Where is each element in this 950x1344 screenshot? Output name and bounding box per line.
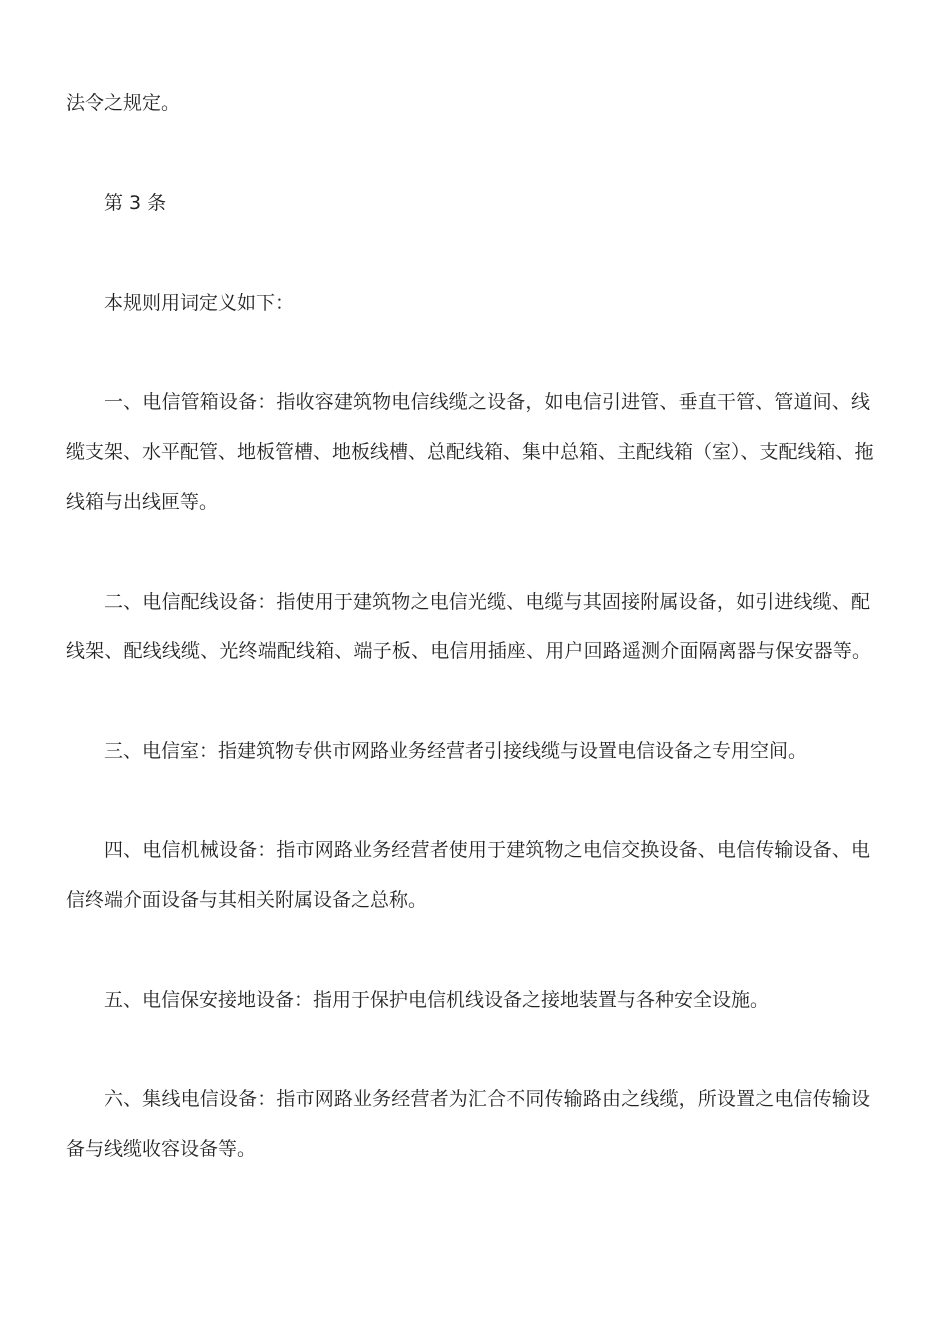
definition-1-line: 线箱与出线匣等。 [66, 491, 219, 513]
definition-4-line: 四、电信机械设备：指市网路业务经营者使用于建筑物之电信交换设备、电信传输设备、电 [104, 839, 870, 861]
definition-2-line: 二、电信配线设备：指使用于建筑物之电信光缆、电缆与其固接附属设备，如引进线缆、配 [104, 591, 870, 613]
definition-1-line: 缆支架、水平配管、地板管槽、地板线槽、总配线箱、集中总箱、主配线箱（室）、支配线箱、拖 [66, 441, 874, 463]
definition-6-line: 六、集线电信设备：指市网路业务经营者为汇合不同传输路由之线缆，所设置之电信传输设 [104, 1088, 870, 1110]
paragraph-line: 法令之规定。 [66, 92, 181, 114]
definition-5-line: 五、电信保安接地设备：指用于保护电信机线设备之接地装置与各种安全设施。 [104, 989, 770, 1011]
definitions-intro: 本规则用词定义如下： [104, 292, 295, 314]
article-number: 第 3 条 [104, 192, 167, 214]
definition-2-line: 线架、配线线缆、光终端配线箱、端子板、电信用插座、用户回路遥测介面隔离器与保安器等。 [66, 640, 871, 662]
definition-6-line: 备与线缆收容设备等。 [66, 1138, 257, 1160]
definition-3-line: 三、电信室：指建筑物专供市网路业务经营者引接线缆与设置电信设备之专用空间。 [104, 740, 808, 762]
definition-1-line: 一、电信管箱设备：指收容建筑物电信线缆之设备，如电信引进管、垂直干管、管道间、线 [104, 391, 870, 413]
definition-4-line: 信终端介面设备与其相关附属设备之总称。 [66, 889, 428, 911]
